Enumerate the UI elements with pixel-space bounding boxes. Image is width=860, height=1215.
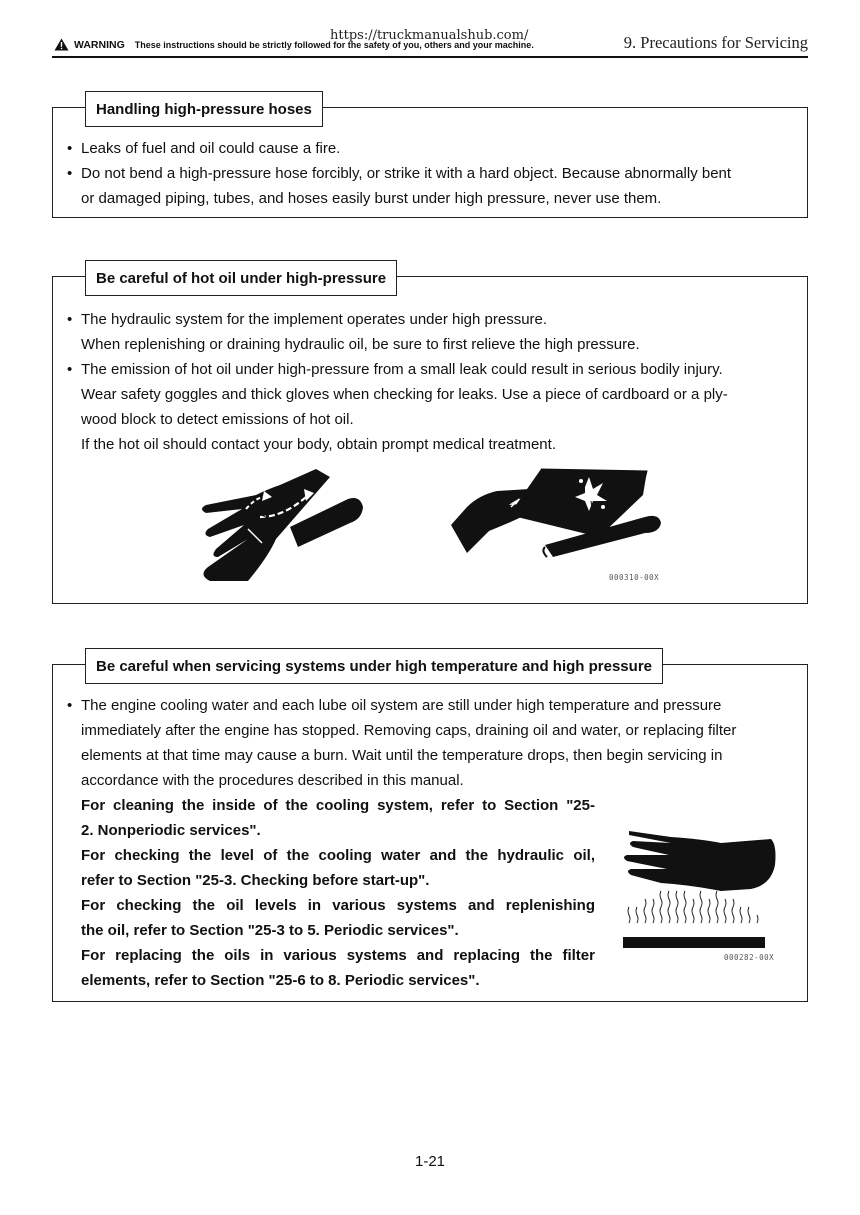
reference-line: For replacing the oils in various systems and replacing the filter	[81, 947, 595, 964]
reference-line: 2. Nonperiodic services".	[81, 822, 261, 839]
item-line: • Leaks of fuel and oil could cause a fire.	[81, 140, 341, 157]
reference-line: refer to Section "25-3. Checking before start-up".	[81, 872, 430, 889]
reference-line: the oil, refer to Section "25-3 to 5. Periodic services".	[81, 922, 459, 939]
hot-oil-precaution-box	[52, 269, 808, 604]
warning-text: These instructions should be strictly followed for the safety of you, others and your machine.	[134, 39, 534, 50]
watermark-url: https://truckmanualshub.com/	[330, 28, 529, 43]
list-item	[65, 136, 795, 161]
box-title: Handling high-pressure hoses	[85, 91, 323, 127]
item-line: • The hydraulic system for the implement operates under high pressure.	[81, 311, 548, 328]
hot-surface-hand-illustration	[621, 825, 781, 953]
reference-line: For cleaning the inside of the cooling system, refer to Section "25-	[81, 797, 595, 814]
hand-oil-spray-illustration	[198, 467, 368, 583]
cardboard-leak-test-illustration	[449, 467, 669, 567]
high-temperature-precaution-box	[52, 657, 808, 1002]
item-line: accordance with the procedures described in this manual.	[81, 772, 464, 789]
item-line: Wear safety goggles and thick gloves when checking for leaks. Use a piece of cardboard or a ply-	[81, 386, 728, 403]
figure-code: 000282-00X	[724, 953, 775, 962]
page-header	[52, 30, 808, 58]
item-line: immediately after the engine has stopped. Removing caps, draining oil and water, or replacing filter	[81, 722, 737, 739]
item-line: wood block to detect emissions of hot oil.	[81, 411, 354, 428]
item-line: • Do not bend a high-pressure hose forcibly, or strike it with a hard object. Because abnormally bent	[81, 165, 732, 182]
list-item	[65, 161, 795, 211]
item-line: When replenishing or draining hydraulic oil, be sure to first relieve the high pressure.	[81, 336, 640, 353]
box-title: Be careful when servicing systems under high temperature and high pressure	[85, 648, 663, 684]
figure-code: 000310-00X	[609, 573, 660, 582]
precaution-list	[65, 136, 795, 211]
item-line: • The emission of hot oil under high-pressure from a small leak could result in serious bodily injury.	[81, 361, 723, 378]
hoses-precaution-box	[52, 100, 808, 218]
reference-notes	[81, 793, 595, 993]
item-line: If the hot oil should contact your body, obtain prompt medical treatment.	[81, 436, 556, 453]
list-item	[65, 357, 795, 457]
warning-triangle-icon	[54, 38, 69, 51]
item-line: • The engine cooling water and each lube oil system are still under high temperature and pressure	[81, 697, 722, 714]
item-line: elements at that time may cause a burn. Wait until the temperature drops, then begin servicing in	[81, 747, 723, 764]
precaution-list	[65, 307, 795, 457]
warning-word: WARNING	[74, 38, 125, 51]
section-title: 9. Precautions for Servicing	[623, 33, 808, 52]
reference-line: For checking the oil levels in various systems and replenishing	[81, 897, 595, 914]
reference-line: elements, refer to Section "25-6 to 8. Periodic services".	[81, 972, 480, 989]
page-number: 1-21	[414, 1153, 446, 1170]
box-title: Be careful of hot oil under high-pressure	[85, 260, 397, 296]
reference-line: For checking the level of the cooling water and the hydraulic oil,	[81, 847, 595, 864]
item-line: or damaged piping, tubes, and hoses easily burst under high pressure, never use them.	[81, 190, 662, 207]
list-item	[65, 307, 795, 357]
